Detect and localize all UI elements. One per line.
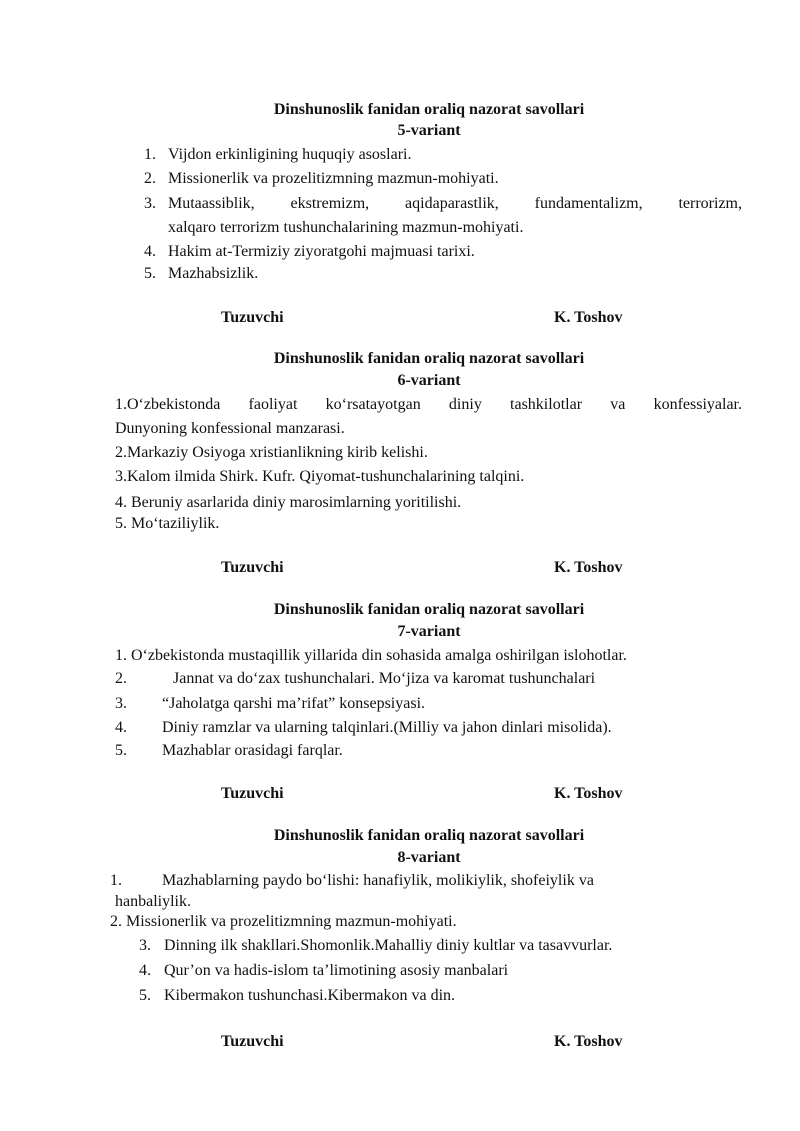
item-number: 4. [144,243,156,260]
question-text-continuation: hanbaliylik. [115,893,191,910]
question-text: Mazhablar orasidagi farqlar. [162,742,343,759]
question-text-continuation: Dunyoning konfessional manzarasi. [115,420,345,437]
section-title: Dinshunoslik fanidan oraliq nazorat savollari [273,350,585,367]
question-text: 1. O‘zbekistonda mustaqillik yillarida din sohasida amalga oshirilgan islohotlar. [115,647,627,664]
section-title: Dinshunoslik fanidan oraliq nazorat savollari [273,827,585,844]
question-text: 2.Markaziy Osiyoga xristianlikning kirib kelishi. [115,444,428,461]
item-number: 4. [115,719,127,736]
item-number: 5. [144,265,156,282]
question-text: Mazhablarning paydo bo‘lishi: hanafiylik, molikiylik, shofeiylik va [162,872,594,889]
author-label: Tuzuvchi [221,785,284,802]
question-text: Vijdon erkinligining huquqiy asoslari. [168,146,412,163]
question-text: 1.O‘zbekistonda faoliyat ko‘rsatayotgan diniy tashkilotlar va konfessiyalar. [115,396,742,413]
question-text: Jannat va do‘zax tushunchalari. Mo‘jiza va karomat tushunchalari [173,670,596,687]
question-text: Diniy ramzlar va ularning talqinlari.(Milliy va jahon dinlari misolida). [162,719,612,736]
item-number: 1. [144,146,156,163]
section-title: Dinshunoslik fanidan oraliq nazorat savollari [273,101,585,118]
item-number: 1. [110,872,122,889]
item-number: 3. [115,695,127,712]
author-name: K. Toshov [554,1033,623,1050]
author-name: K. Toshov [554,309,623,326]
variant-heading: 8-variant [397,849,461,866]
item-number: 3. [144,195,156,212]
question-text: 4. Beruniy asarlarida diniy marosimlarning yoritilishi. [115,494,462,511]
question-text: Qur’on va hadis-islom ta’limotining asosiy manbalari [164,962,509,979]
author-name: K. Toshov [554,785,623,802]
question-text: 5. Mo‘taziliylik. [115,515,220,532]
question-text: Mazhabsizlik. [168,265,259,282]
author-name: K. Toshov [554,559,623,576]
item-number: 2. [115,670,127,687]
variant-heading: 5-variant [397,122,461,139]
item-number: 5. [139,987,151,1004]
item-number: 4. [139,962,151,979]
author-label: Tuzuvchi [221,309,284,326]
question-text: Missionerlik va prozelitizmning mazmun-mohiyati. [168,170,499,187]
question-text: Mutaassiblik, ekstremizm, aqidaparastlik, fundamentalizm, terrorizm, [168,195,742,212]
question-text: Dinning ilk shakllari.Shomonlik.Mahalliy diniy kultlar va tasavvurlar. [164,937,613,954]
author-label: Tuzuvchi [221,1033,284,1050]
question-text: “Jaholatga qarshi ma’rifat” konsepsiyasi. [162,695,426,712]
section-title: Dinshunoslik fanidan oraliq nazorat savollari [273,601,585,618]
author-label: Tuzuvchi [221,559,284,576]
question-text-continuation: xalqaro terrorizm tushunchalarining mazmun-mohiyati. [168,219,524,236]
question-text: 3.Kalom ilmida Shirk. Kufr. Qiyomat-tushunchalarining talqini. [115,468,525,485]
item-number: 2. [144,170,156,187]
variant-heading: 7-variant [397,623,461,640]
item-number: 5. [115,742,127,759]
item-number: 3. [139,937,151,954]
question-text: 2. Missionerlik va prozelitizmning mazmun-mohiyati. [110,913,457,930]
question-text: Kibermakon tushunchasi.Kibermakon va din. [164,987,456,1004]
variant-heading: 6-variant [397,372,461,389]
question-text: Hakim at-Termiziy ziyoratgohi majmuasi tarixi. [168,243,475,260]
